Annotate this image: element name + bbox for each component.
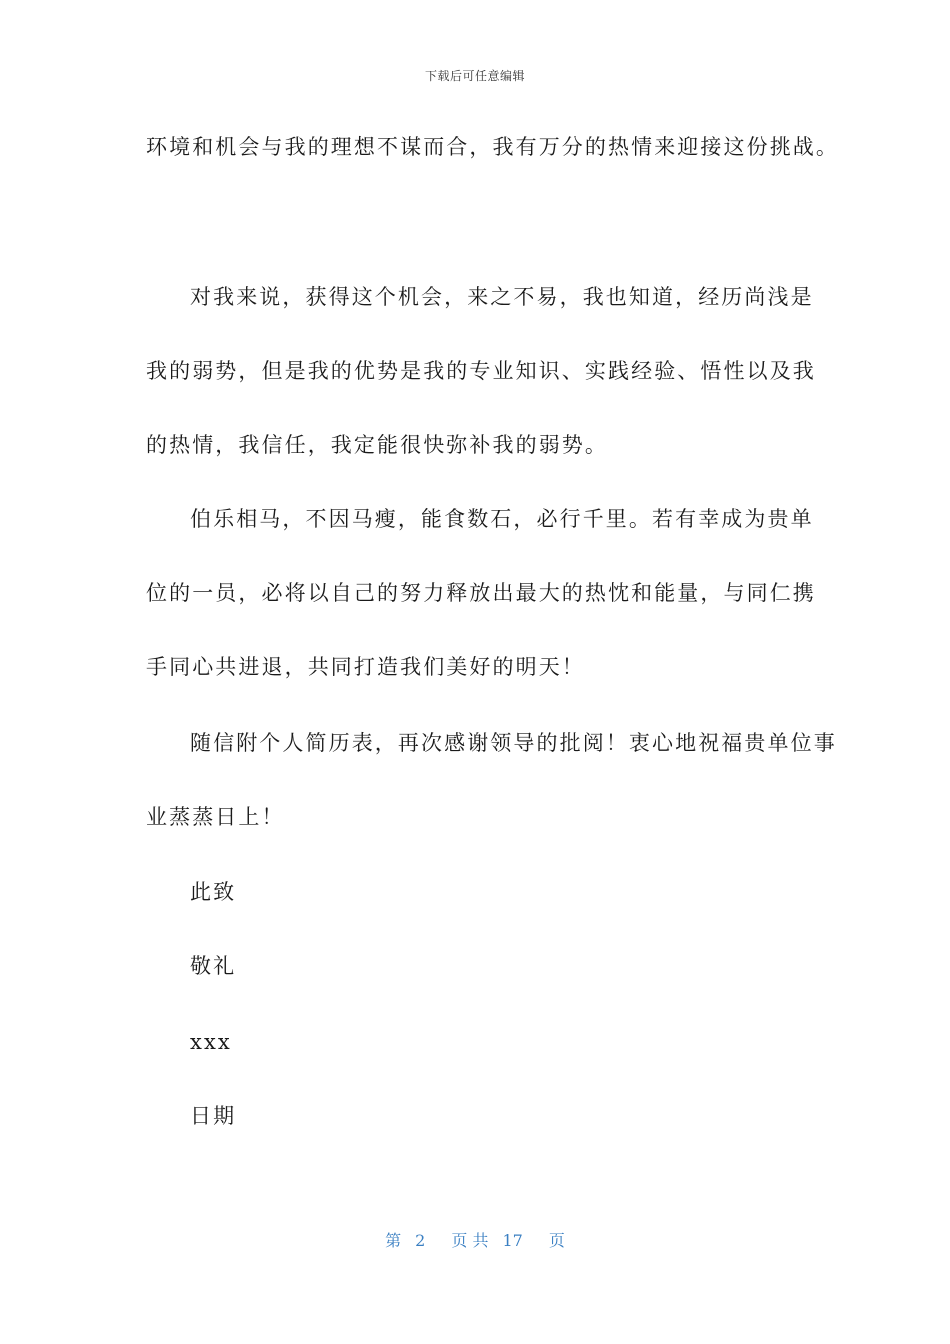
current-page-number: 2 <box>415 1231 426 1250</box>
paragraph-line: 位的一员，必将以自己的努力释放出最大的热忱和能量，与同仁携 <box>146 581 816 605</box>
page-prefix: 第 <box>385 1231 402 1250</box>
paragraph-line: 伯乐相马，不因马瘦，能食数石，必行千里。若有幸成为贵单 <box>190 507 814 531</box>
signature-name: xxx <box>190 1030 232 1054</box>
closing-salutation: 此致 <box>190 880 237 904</box>
paragraph-line: 随信附个人简历表，再次感谢领导的批阅！衷心地祝福贵单位事 <box>190 731 837 755</box>
page-mid-text: 页 共 <box>451 1231 489 1250</box>
paragraph-line: 的热情，我信任，我定能很快弥补我的弱势。 <box>146 433 608 457</box>
total-pages-number: 17 <box>502 1231 523 1250</box>
signature-date: 日期 <box>190 1104 237 1128</box>
paragraph-line: 手同心共进退，共同打造我们美好的明天！ <box>146 655 585 679</box>
page-footer <box>0 1228 950 1251</box>
page-header: 下载后可任意编辑 <box>424 69 525 83</box>
page-suffix: 页 <box>548 1231 565 1250</box>
closing-regards: 敬礼 <box>190 954 237 978</box>
paragraph-line: 业蒸蒸日上！ <box>146 805 285 829</box>
paragraph-line: 环境和机会与我的理想不谋而合，我有万分的热情来迎接这份挑战。 <box>146 135 839 159</box>
paragraph-line: 对我来说，获得这个机会，来之不易，我也知道，经历尚浅是 <box>190 285 814 309</box>
paragraph-line: 我的弱势，但是我的优势是我的专业知识、实践经验、悟性以及我 <box>146 359 816 383</box>
